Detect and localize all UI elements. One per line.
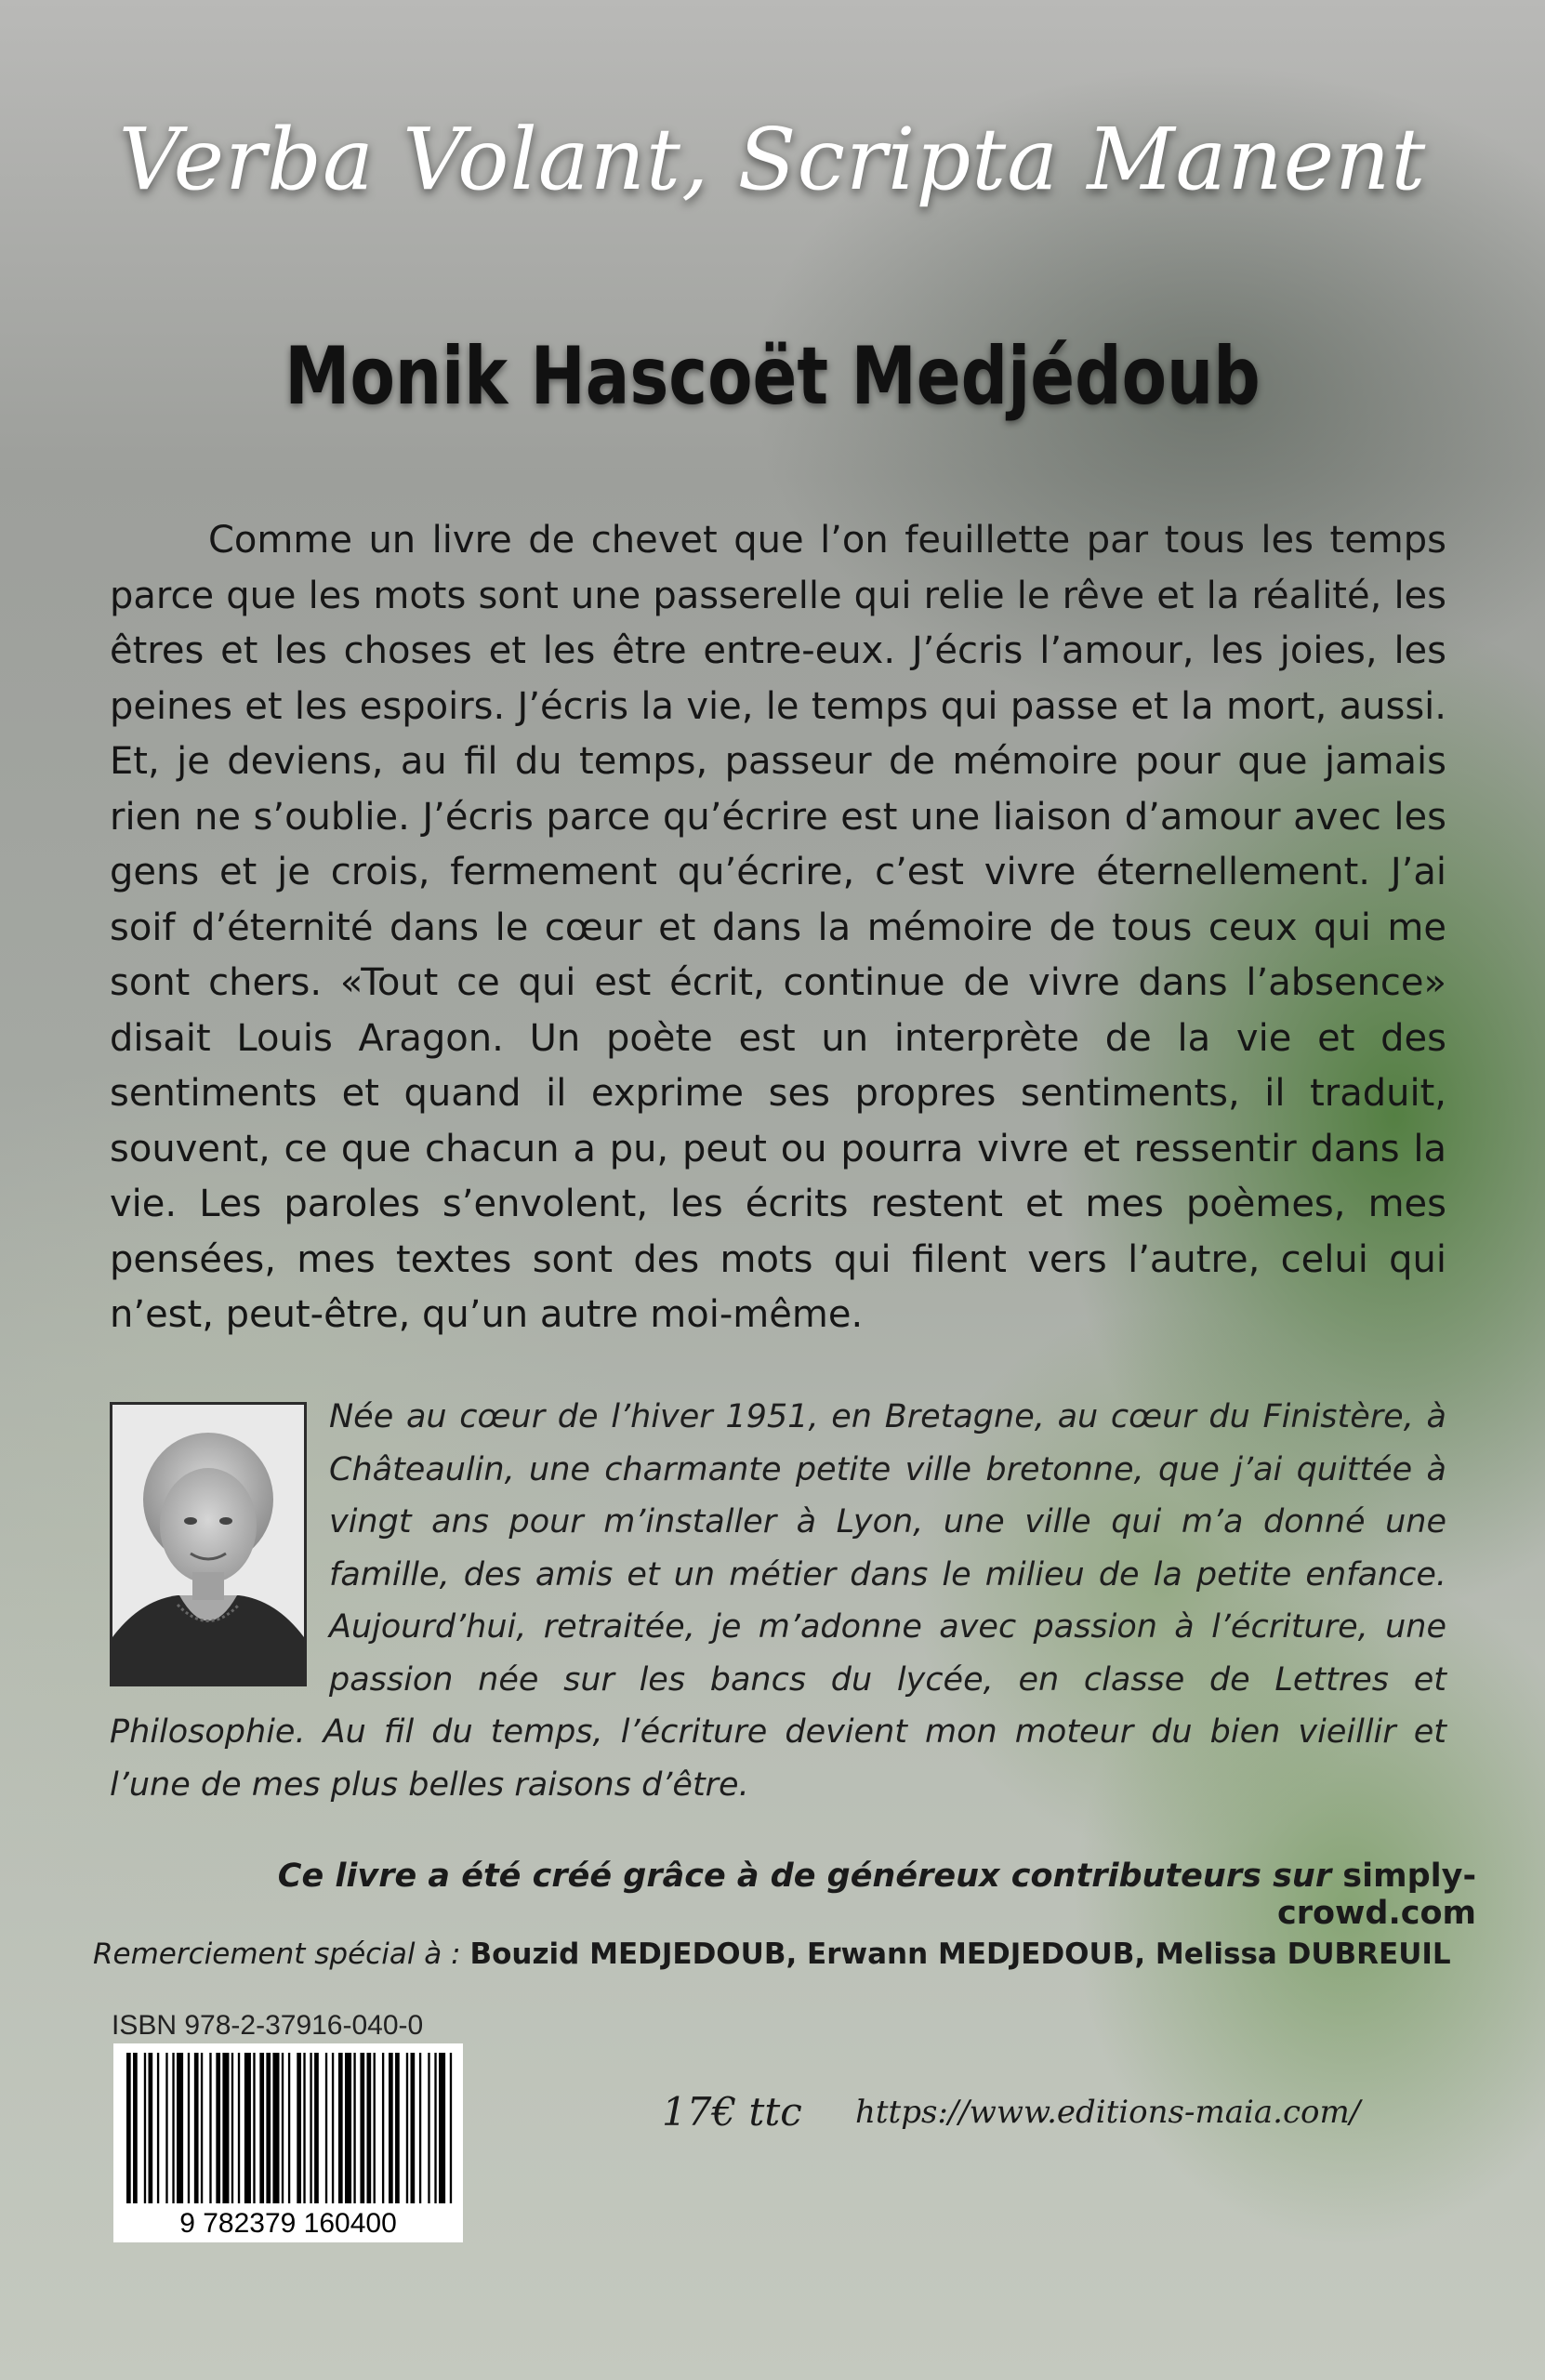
barcode-bar: [450, 2053, 452, 2203]
barcode-bar: [406, 2053, 408, 2203]
author-photo: [110, 1402, 307, 1686]
author-name: Monik Hascoët Medjédoub: [284, 330, 1261, 423]
barcode-bar: [244, 2053, 251, 2203]
barcode-bar: [382, 2053, 384, 2203]
barcode-bar: [428, 2053, 429, 2203]
barcode-bar: [126, 2053, 131, 2203]
price: 17€ ttc: [662, 2089, 802, 2135]
barcode-bar: [439, 2053, 445, 2203]
special-thanks: [93, 1937, 1478, 1971]
barcode-bar: [266, 2053, 271, 2203]
barcode-bar: [144, 2053, 146, 2203]
barcode-bar: [149, 2053, 153, 2203]
barcode-bar: [367, 2053, 372, 2203]
barcode: [113, 2043, 463, 2242]
barcode-bar: [253, 2053, 255, 2203]
barcode-bar: [288, 2053, 290, 2203]
bio-text: Née au cœur de l’hiver 1951, en Bretagne, au cœur du Finistère, à Châteaulin, une charmante petite ville bretonne, que j’ai quittée à vingt ans pour m’installer à Lyon, une ville qui m’a donné une famille, des amis et un métier dans le milieu de la petite enfance. Aujourd’hui, retraitée, je m’adonne avec passion à l’écriture, une passion née sur les bancs du lycée, en classe de Lettres et Philosophie. Au fil du temps, l’écriture devient mon moteur du bien vieillir et l’une de mes plus belles raisons d’être.: [110, 1398, 1446, 1804]
credit-text: Ce livre a été créé grâce à de généreux contributeurs sur: [277, 1858, 1343, 1895]
barcode-bar: [201, 2053, 203, 2203]
book-title: Verba Volant, Scripta Manent: [118, 110, 1427, 209]
barcode-bar: [338, 2053, 343, 2203]
barcode-bar: [165, 2053, 167, 2203]
crowdfunding-credit: [110, 1858, 1476, 1932]
barcode-bar: [303, 2053, 305, 2203]
barcode-digits: 9 782379 160400: [179, 2208, 397, 2239]
barcode-bar: [282, 2053, 284, 2203]
barcode-bar: [374, 2053, 376, 2203]
barcode-bar: [133, 2053, 138, 2203]
barcode-bar: [172, 2053, 174, 2203]
bio-block: [110, 1391, 1446, 1811]
isbn-label: ISBN 978-2-37916-040-0: [112, 2010, 424, 2041]
barcode-bar: [231, 2053, 233, 2203]
barcode-bar: [157, 2053, 159, 2203]
barcode-bar: [222, 2053, 229, 2203]
barcode-bar: [395, 2053, 400, 2203]
barcode-bar: [434, 2053, 436, 2203]
blurb-text: Comme un livre de chevet que l’on feuillette par tous les temps parce que les mots sont une passerelle qui relie le rêve et la réalité, les êtres et les choses et les être entre-eux. J’écris l’amour, les joies, les peines et les espoirs. J’écris la vie, le temps qui passe et la mort, aussi. Et, je deviens, au fil du temps, passeur de mémoire pour que jamais rien ne s’oublie. J’écris parce qu’écrire est une liaison d’amour avec les gens et je crois, fermement qu’écrire, c’est vivre éternellement. J’ai soif d’éternité dans le cœur et dans la mémoire de tous ceux qui me sont chers. «Tout ce qui est écrit, continue de vivre dans l’absence» disait Louis Aragon. Un poète est un interprète de la vie et des sentiments et quand il exprime ses propres sentiments, il traduit, souvent, ce que chacun a pu, peut ou pourra vivre et ressentir dans la vie. Les paroles s’envolent, les écrits restent et mes poèmes, mes pensées, mes textes sont des mots qui filent vers l’autre, celui qui n’est, peut-être, qu’un autre moi-même.: [110, 519, 1446, 1336]
barcode-bar: [188, 2053, 190, 2203]
barcode-bar: [332, 2053, 334, 2203]
publisher-website[interactable]: https://www.editions-maia.com/: [855, 2094, 1361, 2131]
barcode-bar: [389, 2053, 393, 2203]
thanks-label: Remerciement spécial à :: [93, 1937, 470, 1971]
barcode-bar: [216, 2053, 220, 2203]
barcode-bar: [345, 2053, 351, 2203]
barcode-bar: [325, 2053, 327, 2203]
thanks-names: Bouzid MEDJEDOUB, Erwann MEDJEDOUB, Melissa DUBREUIL: [469, 1937, 1451, 1971]
barcode-bar: [238, 2053, 240, 2203]
barcode-bar: [314, 2053, 319, 2203]
barcode-bar: [272, 2053, 279, 2203]
barcode-bar: [259, 2053, 264, 2203]
barcode-bar: [177, 2053, 183, 2203]
barcode-bar: [209, 2053, 211, 2203]
barcode-bar: [360, 2053, 364, 2203]
barcode-bar: [419, 2053, 421, 2203]
barcode-bar: [297, 2053, 301, 2203]
barcode-bar: [194, 2053, 199, 2203]
barcode-bar: [353, 2053, 355, 2203]
barcode-bar: [310, 2053, 311, 2203]
barcode-bar: [411, 2053, 416, 2203]
credit-site[interactable]: simply-crowd.com: [1277, 1858, 1476, 1932]
